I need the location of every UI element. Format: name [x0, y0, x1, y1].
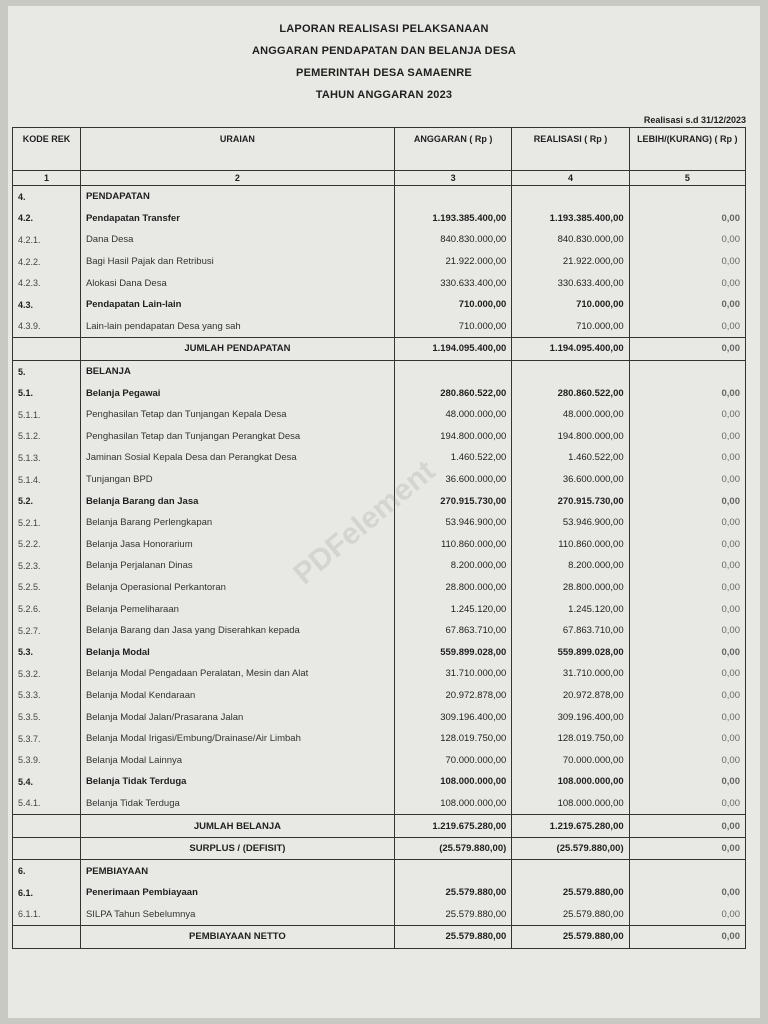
header-kode-rek: KODE REK — [13, 128, 81, 171]
anggaran-cell — [394, 360, 511, 382]
realisasi-cell: 28.800.000,00 — [512, 577, 629, 599]
column-number: 3 — [394, 171, 511, 186]
lebih-kurang-cell — [629, 860, 745, 882]
uraian-cell: SILPA Tahun Sebelumnya — [80, 904, 394, 926]
column-number-row — [13, 171, 746, 186]
anggaran-cell: 31.710.000,00 — [394, 663, 511, 685]
uraian-cell: Belanja Jasa Honorarium — [80, 534, 394, 556]
kode-rek-cell: 5.1.3. — [13, 447, 81, 469]
lebih-kurang-cell: 0,00 — [629, 598, 745, 620]
kode-rek-cell: 5.3.3. — [13, 685, 81, 707]
uraian-cell: Belanja Modal Pengadaan Peralatan, Mesin dan Alat — [80, 663, 394, 685]
lebih-kurang-cell: 0,00 — [629, 490, 745, 512]
table-row — [13, 426, 746, 448]
village-name: PEMERINTAH DESA SAMAENRE — [296, 67, 472, 79]
header-anggaran: ANGGARAN ( Rp ) — [394, 128, 511, 171]
lebih-kurang-cell: 0,00 — [629, 771, 745, 793]
anggaran-cell: 8.200.000,00 — [394, 555, 511, 577]
realisasi-cell: 710.000,00 — [512, 294, 629, 316]
uraian-cell: Jaminan Sosial Kepala Desa dan Perangkat Desa — [80, 447, 394, 469]
kode-rek-cell: 5.2.7. — [13, 620, 81, 642]
table-row — [13, 837, 746, 860]
anggaran-cell: 67.863.710,00 — [394, 620, 511, 642]
kode-rek-cell: 5.2.5. — [13, 577, 81, 599]
header-lebih-kurang: LEBIH/(KURANG) ( Rp ) — [629, 128, 745, 171]
table-header-row — [13, 128, 746, 171]
realisasi-cell: 128.019.750,00 — [512, 728, 629, 750]
table-row — [13, 728, 746, 750]
report-title: LAPORAN REALISASI PELAKSANAAN — [279, 23, 489, 35]
uraian-cell: SURPLUS / (DEFISIT) — [80, 837, 394, 860]
table-row — [13, 382, 746, 404]
realisasi-cell: 330.633.400,00 — [512, 272, 629, 294]
realisasi-cell: 840.830.000,00 — [512, 229, 629, 251]
anggaran-cell: 48.000.000,00 — [394, 404, 511, 426]
table-row — [13, 447, 746, 469]
realisasi-cell: 53.946.900,00 — [512, 512, 629, 534]
table-row — [13, 229, 746, 251]
kode-rek-cell: 6.1. — [13, 882, 81, 904]
column-number: 4 — [512, 171, 629, 186]
kode-rek-cell: 6. — [13, 860, 81, 882]
uraian-cell: Belanja Barang dan Jasa yang Diserahkan kepada — [80, 620, 394, 642]
realisasi-cell: 48.000.000,00 — [512, 404, 629, 426]
kode-rek-cell: 5.1.1. — [13, 404, 81, 426]
uraian-cell: Penghasilan Tetap dan Tunjangan Perangkat Desa — [80, 426, 394, 448]
uraian-cell: JUMLAH PENDAPATAN — [80, 338, 394, 361]
uraian-cell: Belanja Modal Lainnya — [80, 749, 394, 771]
kode-rek-cell: 5.1. — [13, 382, 81, 404]
lebih-kurang-cell: 0,00 — [629, 555, 745, 577]
lebih-kurang-cell: 0,00 — [629, 926, 745, 949]
kode-rek-cell: 5.2.3. — [13, 555, 81, 577]
table-row — [13, 272, 746, 294]
realisasi-cell: 270.915.730,00 — [512, 490, 629, 512]
uraian-cell: PENDAPATAN — [80, 186, 394, 208]
realisasi-cell: 1.194.095.400,00 — [512, 338, 629, 361]
table-row — [13, 926, 746, 949]
table-row — [13, 706, 746, 728]
uraian-cell: Penghasilan Tetap dan Tunjangan Kepala Desa — [80, 404, 394, 426]
kode-rek-cell: 5.1.4. — [13, 469, 81, 491]
report-page — [8, 6, 760, 1018]
kode-rek-cell: 5.3.5. — [13, 706, 81, 728]
realisasi-cell: 25.579.880,00 — [512, 904, 629, 926]
uraian-cell: PEMBIAYAAN NETTO — [80, 926, 394, 949]
table-row — [13, 555, 746, 577]
lebih-kurang-cell: 0,00 — [629, 229, 745, 251]
table-row — [13, 360, 746, 382]
realisasi-cell: 559.899.028,00 — [512, 641, 629, 663]
lebih-kurang-cell: 0,00 — [629, 577, 745, 599]
realisasi-cell: 20.972.878,00 — [512, 685, 629, 707]
kode-rek-cell: 5. — [13, 360, 81, 382]
table-row — [13, 904, 746, 926]
lebih-kurang-cell: 0,00 — [629, 904, 745, 926]
anggaran-cell: 280.860.522,00 — [394, 382, 511, 404]
table-row — [13, 685, 746, 707]
lebih-kurang-cell: 0,00 — [629, 882, 745, 904]
anggaran-cell: 128.019.750,00 — [394, 728, 511, 750]
anggaran-cell: 840.830.000,00 — [394, 229, 511, 251]
realisasi-cell — [512, 860, 629, 882]
uraian-cell: Belanja Modal Kendaraan — [80, 685, 394, 707]
uraian-cell: Belanja Modal Irigasi/Embung/Drainase/Air Limbah — [80, 728, 394, 750]
anggaran-cell — [394, 186, 511, 208]
anggaran-cell: 36.600.000,00 — [394, 469, 511, 491]
realisasi-cell: 36.600.000,00 — [512, 469, 629, 491]
anggaran-cell: 1.194.095.400,00 — [394, 338, 511, 361]
kode-rek-cell — [13, 926, 81, 949]
table-row — [13, 882, 746, 904]
uraian-cell: BELANJA — [80, 360, 394, 382]
realization-date: Realisasi s.d 31/12/2023 — [643, 115, 746, 125]
table-row — [13, 316, 746, 338]
table-row — [13, 338, 746, 361]
lebih-kurang-cell: 0,00 — [629, 294, 745, 316]
lebih-kurang-cell: 0,00 — [629, 641, 745, 663]
lebih-kurang-cell — [629, 360, 745, 382]
realisasi-cell: 67.863.710,00 — [512, 620, 629, 642]
kode-rek-cell: 5.4. — [13, 771, 81, 793]
realisasi-cell: 1.460.522,00 — [512, 447, 629, 469]
kode-rek-cell: 4. — [13, 186, 81, 208]
table-row — [13, 577, 746, 599]
table-row — [13, 294, 746, 316]
realisasi-cell: 710.000,00 — [512, 316, 629, 338]
lebih-kurang-cell: 0,00 — [629, 447, 745, 469]
uraian-cell: Belanja Modal Jalan/Prasarana Jalan — [80, 706, 394, 728]
uraian-cell: Belanja Barang Perlengkapan — [80, 512, 394, 534]
lebih-kurang-cell: 0,00 — [629, 469, 745, 491]
kode-rek-cell: 4.2.2. — [13, 251, 81, 273]
anggaran-cell: 108.000.000,00 — [394, 793, 511, 815]
lebih-kurang-cell: 0,00 — [629, 426, 745, 448]
anggaran-cell — [394, 860, 511, 882]
watermark: PDFelement — [287, 454, 442, 591]
lebih-kurang-cell: 0,00 — [629, 749, 745, 771]
uraian-cell: Belanja Operasional Perkantoran — [80, 577, 394, 599]
anggaran-cell: 25.579.880,00 — [394, 882, 511, 904]
realisasi-cell: 309.196.400,00 — [512, 706, 629, 728]
uraian-cell: Pendapatan Lain-lain — [80, 294, 394, 316]
table-row — [13, 251, 746, 273]
kode-rek-cell: 5.1.2. — [13, 426, 81, 448]
table-row — [13, 749, 746, 771]
uraian-cell: Alokasi Dana Desa — [80, 272, 394, 294]
uraian-cell: Belanja Pegawai — [80, 382, 394, 404]
anggaran-cell: 110.860.000,00 — [394, 534, 511, 556]
realisasi-cell: (25.579.880,00) — [512, 837, 629, 860]
table-row — [13, 469, 746, 491]
column-number: 5 — [629, 171, 745, 186]
anggaran-cell: 25.579.880,00 — [394, 926, 511, 949]
kode-rek-cell: 5.2.1. — [13, 512, 81, 534]
anggaran-cell: 309.196.400,00 — [394, 706, 511, 728]
realisasi-cell: 1.193.385.400,00 — [512, 208, 629, 230]
kode-rek-cell: 5.4.1. — [13, 793, 81, 815]
realisasi-cell — [512, 360, 629, 382]
uraian-cell: Belanja Tidak Terduga — [80, 771, 394, 793]
table-row — [13, 404, 746, 426]
uraian-cell: Dana Desa — [80, 229, 394, 251]
anggaran-cell: 710.000,00 — [394, 294, 511, 316]
kode-rek-cell: 5.2.2. — [13, 534, 81, 556]
anggaran-cell: 1.245.120,00 — [394, 598, 511, 620]
kode-rek-cell — [13, 338, 81, 361]
kode-rek-cell: 4.2.1. — [13, 229, 81, 251]
table-row — [13, 793, 746, 815]
kode-rek-cell: 5.3.9. — [13, 749, 81, 771]
table-row — [13, 815, 746, 838]
uraian-cell: Pendapatan Transfer — [80, 208, 394, 230]
report-header — [8, 18, 760, 106]
realisasi-cell: 8.200.000,00 — [512, 555, 629, 577]
anggaran-cell: 108.000.000,00 — [394, 771, 511, 793]
kode-rek-cell: 5.2.6. — [13, 598, 81, 620]
anggaran-cell: 28.800.000,00 — [394, 577, 511, 599]
table-row — [13, 598, 746, 620]
kode-rek-cell: 5.3.7. — [13, 728, 81, 750]
header-uraian: URAIAN — [80, 128, 394, 171]
anggaran-cell: 330.633.400,00 — [394, 272, 511, 294]
realisasi-cell: 194.800.000,00 — [512, 426, 629, 448]
realisasi-cell: 108.000.000,00 — [512, 793, 629, 815]
lebih-kurang-cell: 0,00 — [629, 316, 745, 338]
lebih-kurang-cell: 0,00 — [629, 620, 745, 642]
lebih-kurang-cell: 0,00 — [629, 793, 745, 815]
lebih-kurang-cell: 0,00 — [629, 534, 745, 556]
uraian-cell: Belanja Pemeliharaan — [80, 598, 394, 620]
kode-rek-cell: 4.2.3. — [13, 272, 81, 294]
kode-rek-cell — [13, 837, 81, 860]
table-row — [13, 620, 746, 642]
realisasi-cell: 108.000.000,00 — [512, 771, 629, 793]
table-row — [13, 534, 746, 556]
lebih-kurang-cell: 0,00 — [629, 251, 745, 273]
anggaran-cell: 1.219.675.280,00 — [394, 815, 511, 838]
anggaran-cell: 20.972.878,00 — [394, 685, 511, 707]
kode-rek-cell: 4.2. — [13, 208, 81, 230]
table-row — [13, 860, 746, 882]
column-number: 1 — [13, 171, 81, 186]
uraian-cell: Belanja Barang dan Jasa — [80, 490, 394, 512]
realisasi-cell: 31.710.000,00 — [512, 663, 629, 685]
kode-rek-cell: 4.3. — [13, 294, 81, 316]
realisasi-cell: 1.219.675.280,00 — [512, 815, 629, 838]
fiscal-year: TAHUN ANGGARAN 2023 — [315, 89, 453, 101]
anggaran-cell: (25.579.880,00) — [394, 837, 511, 860]
lebih-kurang-cell: 0,00 — [629, 404, 745, 426]
lebih-kurang-cell: 0,00 — [629, 208, 745, 230]
anggaran-cell: 270.915.730,00 — [394, 490, 511, 512]
table-row — [13, 186, 746, 208]
kode-rek-cell: 4.3.9. — [13, 316, 81, 338]
table-row — [13, 771, 746, 793]
lebih-kurang-cell: 0,00 — [629, 706, 745, 728]
column-number: 2 — [80, 171, 394, 186]
lebih-kurang-cell: 0,00 — [629, 815, 745, 838]
realisasi-cell: 70.000.000,00 — [512, 749, 629, 771]
table-row — [13, 641, 746, 663]
report-subtitle: ANGGARAN PENDAPATAN DAN BELANJA DESA — [251, 45, 517, 57]
realization-table — [12, 127, 746, 949]
anggaran-cell: 1.193.385.400,00 — [394, 208, 511, 230]
table-row — [13, 490, 746, 512]
uraian-cell: Bagi Hasil Pajak dan Retribusi — [80, 251, 394, 273]
table-row — [13, 663, 746, 685]
header-realisasi: REALISASI ( Rp ) — [512, 128, 629, 171]
lebih-kurang-cell: 0,00 — [629, 663, 745, 685]
kode-rek-cell: 6.1.1. — [13, 904, 81, 926]
lebih-kurang-cell: 0,00 — [629, 382, 745, 404]
kode-rek-cell: 5.2. — [13, 490, 81, 512]
lebih-kurang-cell: 0,00 — [629, 272, 745, 294]
anggaran-cell: 70.000.000,00 — [394, 749, 511, 771]
uraian-cell: Tunjangan BPD — [80, 469, 394, 491]
realisasi-cell: 280.860.522,00 — [512, 382, 629, 404]
lebih-kurang-cell: 0,00 — [629, 837, 745, 860]
anggaran-cell: 53.946.900,00 — [394, 512, 511, 534]
anggaran-cell: 194.800.000,00 — [394, 426, 511, 448]
anggaran-cell: 1.460.522,00 — [394, 447, 511, 469]
anggaran-cell: 25.579.880,00 — [394, 904, 511, 926]
anggaran-cell: 559.899.028,00 — [394, 641, 511, 663]
uraian-cell: PEMBIAYAAN — [80, 860, 394, 882]
lebih-kurang-cell: 0,00 — [629, 338, 745, 361]
realisasi-cell: 25.579.880,00 — [512, 926, 629, 949]
realisasi-cell: 1.245.120,00 — [512, 598, 629, 620]
lebih-kurang-cell — [629, 186, 745, 208]
kode-rek-cell: 5.3.2. — [13, 663, 81, 685]
lebih-kurang-cell: 0,00 — [629, 512, 745, 534]
lebih-kurang-cell: 0,00 — [629, 685, 745, 707]
anggaran-cell: 21.922.000,00 — [394, 251, 511, 273]
kode-rek-cell: 5.3. — [13, 641, 81, 663]
uraian-cell: Belanja Modal — [80, 641, 394, 663]
realisasi-cell — [512, 186, 629, 208]
realisasi-cell: 110.860.000,00 — [512, 534, 629, 556]
realisasi-cell: 25.579.880,00 — [512, 882, 629, 904]
lebih-kurang-cell: 0,00 — [629, 728, 745, 750]
uraian-cell: Lain-lain pendapatan Desa yang sah — [80, 316, 394, 338]
uraian-cell: Belanja Perjalanan Dinas — [80, 555, 394, 577]
table-body — [13, 186, 746, 949]
table-row — [13, 512, 746, 534]
uraian-cell: JUMLAH BELANJA — [80, 815, 394, 838]
table-row — [13, 208, 746, 230]
uraian-cell: Penerimaan Pembiayaan — [80, 882, 394, 904]
realisasi-cell: 21.922.000,00 — [512, 251, 629, 273]
anggaran-cell: 710.000,00 — [394, 316, 511, 338]
uraian-cell: Belanja Tidak Terduga — [80, 793, 394, 815]
kode-rek-cell — [13, 815, 81, 838]
